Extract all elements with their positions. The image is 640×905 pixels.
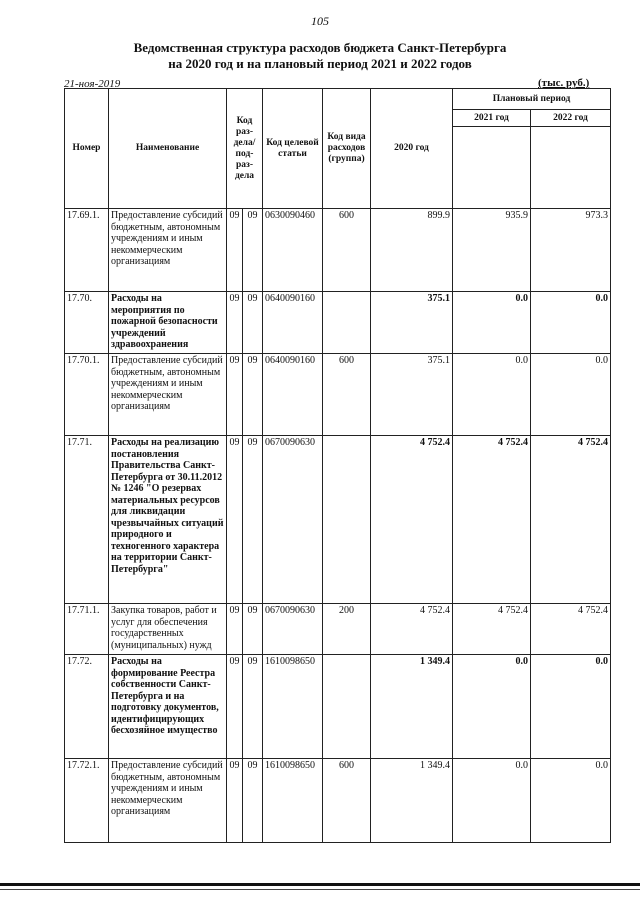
document-title xyxy=(0,40,640,72)
row-subsection: 09 xyxy=(243,209,263,292)
row-subsection: 09 xyxy=(243,759,263,843)
row-value-2021: 4 752.4 xyxy=(453,604,531,655)
row-value-2022: 4 752.4 xyxy=(531,436,611,604)
page-number: 105 xyxy=(311,14,329,28)
row-expense-type: 600 xyxy=(323,209,371,292)
row-number: 17.70.1. xyxy=(65,354,109,436)
title-line-1: Ведомственная структура расходов бюджета Санкт-Петербурга xyxy=(133,40,507,55)
row-name: Предоставление субсидий бюджетным, автономным учреждениям и иным некоммерческим организациям xyxy=(109,354,227,436)
row-value-2021: 0.0 xyxy=(453,759,531,843)
row-number: 17.71.1. xyxy=(65,604,109,655)
row-value-2022: 4 752.4 xyxy=(531,604,611,655)
row-target: 0630090460 xyxy=(263,209,323,292)
row-subsection: 09 xyxy=(243,655,263,759)
table-row xyxy=(65,759,611,843)
row-section: 09 xyxy=(227,604,243,655)
row-value-2021: 0.0 xyxy=(453,655,531,759)
units-label: (тыс. руб.) xyxy=(538,77,590,89)
bottom-rule xyxy=(0,883,640,886)
header-2021: 2021 год xyxy=(453,110,531,127)
row-value-2022: 0.0 xyxy=(531,759,611,843)
row-name: Расходы на мероприятия по пожарной безопасности учреждений здравоохранения xyxy=(109,292,227,354)
row-expense-type: 600 xyxy=(323,354,371,436)
header-plan-period: Плановый период xyxy=(453,89,611,110)
row-section: 09 xyxy=(227,209,243,292)
row-target: 0670090630 xyxy=(263,604,323,655)
row-subsection: 09 xyxy=(243,354,263,436)
row-value-2020: 1 349.4 xyxy=(371,655,453,759)
header-section: Код раз-дела/ под-раз-дела xyxy=(227,89,263,209)
row-value-2022: 0.0 xyxy=(531,655,611,759)
row-value-2020: 375.1 xyxy=(371,354,453,436)
row-subsection: 09 xyxy=(243,436,263,604)
header-target: Код целевой статьи xyxy=(263,89,323,209)
row-target: 0670090630 xyxy=(263,436,323,604)
row-subsection: 09 xyxy=(243,604,263,655)
header-2021-spacer xyxy=(453,127,531,209)
row-expense-type: 600 xyxy=(323,759,371,843)
table-row xyxy=(65,292,611,354)
row-number: 17.72.1. xyxy=(65,759,109,843)
table-row xyxy=(65,354,611,436)
row-value-2020: 1 349.4 xyxy=(371,759,453,843)
table-row xyxy=(65,604,611,655)
table-row xyxy=(65,655,611,759)
row-target: 0640090160 xyxy=(263,292,323,354)
header-expense-type: Код вида расходов (группа) xyxy=(323,89,371,209)
row-number: 17.72. xyxy=(65,655,109,759)
document-date: 21-ноя-2019 xyxy=(64,78,121,90)
row-value-2020: 899.9 xyxy=(371,209,453,292)
row-value-2021: 935.9 xyxy=(453,209,531,292)
row-expense-type xyxy=(323,292,371,354)
row-value-2022: 0.0 xyxy=(531,292,611,354)
row-expense-type: 200 xyxy=(323,604,371,655)
row-name: Предоставление субсидий бюджетным, автономным учреждениям и иным некоммерческим организациям xyxy=(109,209,227,292)
row-value-2020: 4 752.4 xyxy=(371,604,453,655)
table-row xyxy=(65,436,611,604)
row-value-2020: 4 752.4 xyxy=(371,436,453,604)
row-section: 09 xyxy=(227,436,243,604)
row-value-2022: 0.0 xyxy=(531,354,611,436)
header-2022-spacer xyxy=(531,127,611,209)
header-2020: 2020 год xyxy=(371,89,453,209)
row-value-2021: 0.0 xyxy=(453,354,531,436)
row-target: 1610098650 xyxy=(263,655,323,759)
row-name: Расходы на реализацию постановления Правительства Санкт-Петербурга от 30.11.2012 № 1246 "О резервах материальных ресурсов для ликвидации чрезвычайных ситуаций природного и техногенного характера на территории Санкт-Петербурга" xyxy=(109,436,227,604)
row-section: 09 xyxy=(227,655,243,759)
row-section: 09 xyxy=(227,354,243,436)
row-number: 17.69.1. xyxy=(65,209,109,292)
row-expense-type xyxy=(323,655,371,759)
table-row xyxy=(65,209,611,292)
bottom-rule-thin xyxy=(0,889,640,890)
row-name: Предоставление субсидий бюджетным, автономным учреждениям и иным некоммерческим организациям xyxy=(109,759,227,843)
row-number: 17.70. xyxy=(65,292,109,354)
row-section: 09 xyxy=(227,759,243,843)
row-number: 17.71. xyxy=(65,436,109,604)
row-value-2021: 4 752.4 xyxy=(453,436,531,604)
row-name: Закупка товаров, работ и услуг для обеспечения государственных (муниципальных) нужд xyxy=(109,604,227,655)
row-section: 09 xyxy=(227,292,243,354)
row-name: Расходы на формирование Реестра собственности Санкт-Петербурга и на подготовку документов, идентифицирующих бесхозяйное имущество xyxy=(109,655,227,759)
row-subsection: 09 xyxy=(243,292,263,354)
row-value-2021: 0.0 xyxy=(453,292,531,354)
title-line-2: на 2020 год и на плановый период 2021 и 2022 годов xyxy=(168,56,472,71)
row-target: 1610098650 xyxy=(263,759,323,843)
budget-table xyxy=(64,88,611,843)
header-2022: 2022 год xyxy=(531,110,611,127)
row-target: 0640090160 xyxy=(263,354,323,436)
header-number: Номер xyxy=(65,89,109,209)
row-value-2020: 375.1 xyxy=(371,292,453,354)
row-value-2022: 973.3 xyxy=(531,209,611,292)
header-name: Наименование xyxy=(109,89,227,209)
row-expense-type xyxy=(323,436,371,604)
